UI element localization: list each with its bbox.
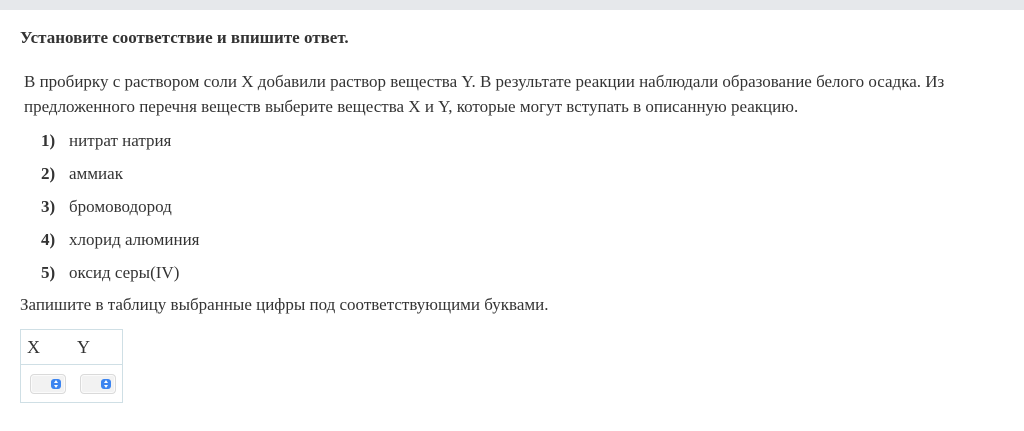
option-item [41,130,200,163]
column-header-y: Y [77,337,90,357]
option-number: 4) [41,230,56,249]
option-item [41,163,200,196]
top-bar [0,0,1024,10]
answer-table-header [21,330,122,365]
option-number: 3) [41,197,56,216]
select-x[interactable] [30,374,66,394]
select-y[interactable] [80,374,116,394]
option-number: 2) [41,164,56,183]
answer-table [20,329,123,403]
chevron-updown-icon [51,379,61,389]
option-label: хлорид алюминия [69,230,200,249]
option-label: аммиак [69,164,123,183]
instruction-text: Запишите в таблицу выбранные цифры под соответствующими буквами. [20,295,549,314]
option-label: нитрат натрия [69,131,172,150]
question-text: В пробирку с раствором соли X добавили раствор вещества Y. В результате реакции наблюдали образование белого осадка. Из предложенного перечня веществ выберите вещества X и Y, которые могут вступать в описанную реакцию. [24,72,945,116]
option-number: 5) [41,263,56,282]
option-label: бромоводород [69,197,172,216]
option-item [41,229,200,262]
chevron-updown-icon [101,379,111,389]
option-label: оксид серы(IV) [69,263,180,282]
option-number: 1) [41,131,56,150]
options-list [41,130,200,295]
column-header-x: X [27,337,40,357]
task-heading: Установите соответствие и впишите ответ. [20,28,349,47]
option-item [41,262,200,295]
option-item [41,196,200,229]
